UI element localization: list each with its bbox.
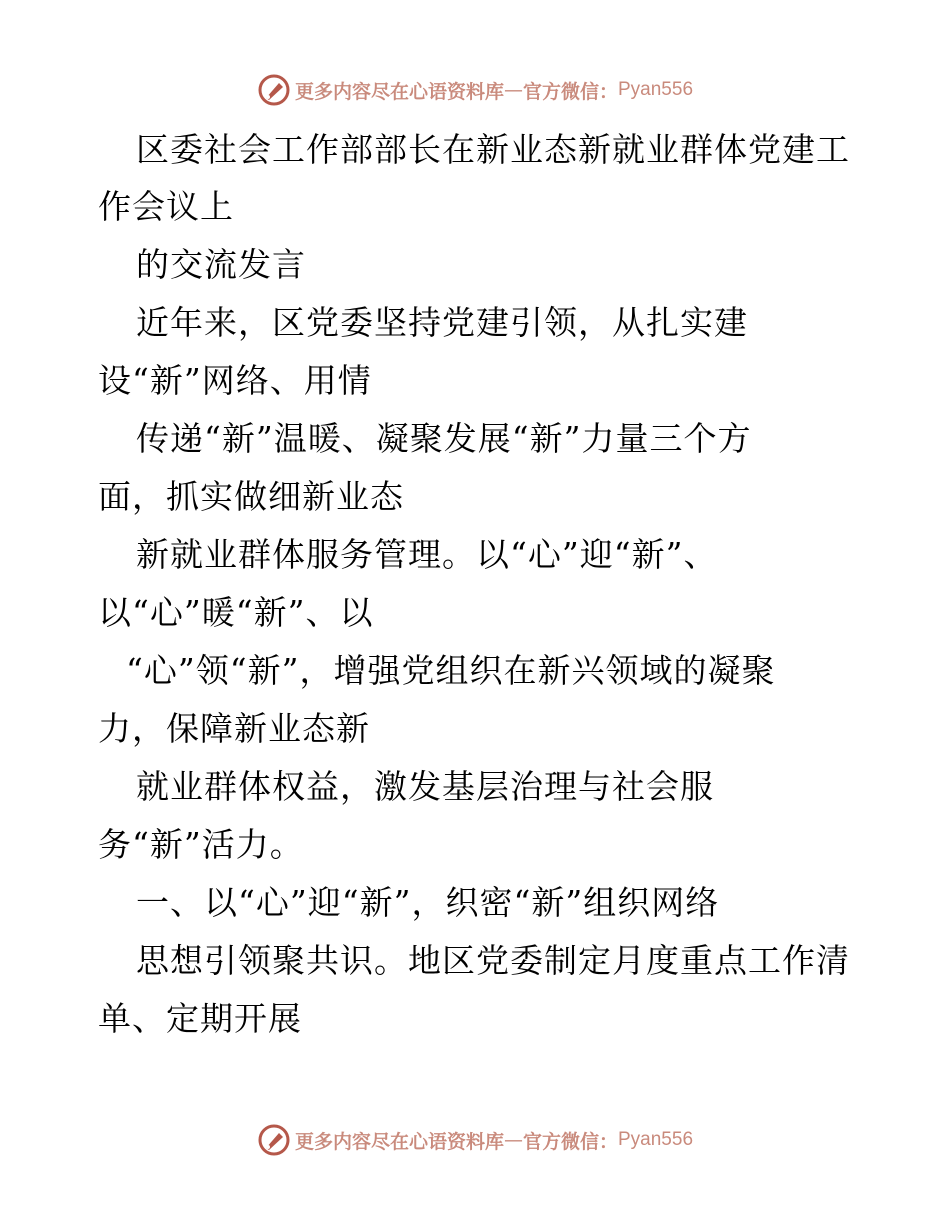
paragraph-line: 思想引领聚共识。地区党委制定月度重点工作清: [136, 941, 850, 980]
paragraph-line: 面，抓实做细新业态: [98, 477, 404, 516]
title-line-1: 区委社会工作部部长在新业态新就业群体党建工: [136, 130, 850, 169]
watermark-separator: —: [503, 79, 523, 101]
watermark-label: 官方微信：: [522, 1130, 618, 1153]
header-watermark: [0, 70, 950, 110]
footer-watermark: [0, 1120, 950, 1160]
paragraph-line: 近年来，区党委坚持党建引领，从扎实建: [136, 303, 748, 342]
paragraph-line: 新就业群体服务管理。以“心”迎“新”、: [136, 535, 718, 574]
watermark-separator: —: [503, 1129, 523, 1151]
watermark-text: 更多内容尽在心语资料库: [294, 1130, 504, 1153]
paragraph-line: 以“心”暖“新”、以: [98, 593, 374, 632]
title-line-3: 的交流发言: [136, 245, 306, 284]
paragraph-line: 力，保障新业态新: [98, 709, 370, 748]
watermark-label: 官方微信：: [522, 80, 618, 103]
watermark-code: Pyan556: [618, 79, 694, 100]
paragraph-line: 单、定期开展: [98, 999, 302, 1038]
watermark-code: Pyan556: [618, 1129, 694, 1150]
title-line-2: 作会议上: [98, 187, 234, 226]
watermark-text: 更多内容尽在心语资料库: [294, 80, 504, 103]
section-heading: 一、以“心”迎“新”，织密“新”组织网络: [136, 883, 720, 922]
paragraph-line: 就业群体权益，激发基层治理与社会服: [136, 767, 714, 806]
paragraph-line: 务“新”活力。: [98, 825, 304, 864]
paragraph-line: 设“新”网络、用情: [98, 361, 372, 400]
paragraph-line: 传递“新”温暖、凝聚发展“新”力量三个方: [136, 419, 752, 458]
pen-nib-circle-icon: [257, 73, 291, 107]
pen-nib-circle-icon: [257, 1123, 291, 1157]
paragraph-line: “心”领“新”，增强党组织在新兴领域的凝聚: [126, 651, 776, 690]
